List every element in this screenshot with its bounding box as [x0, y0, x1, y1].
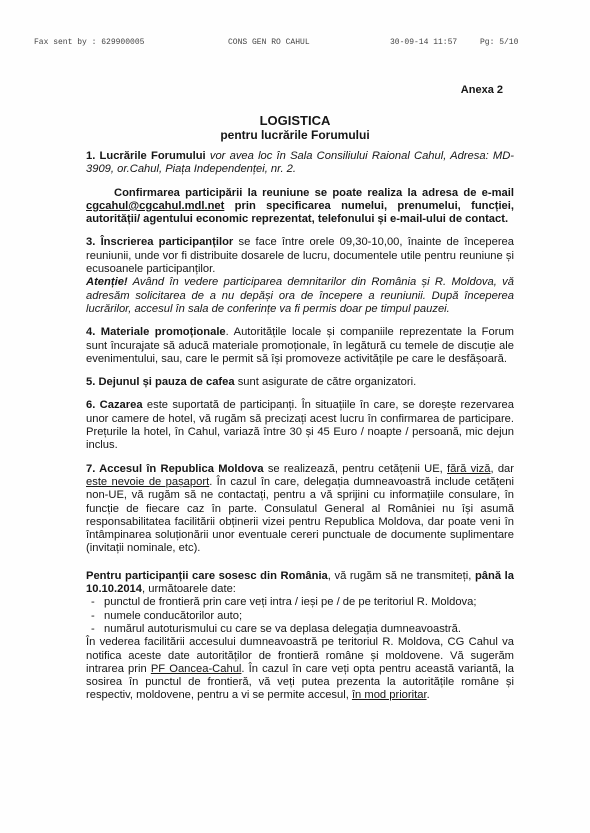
- list-item: - punctul de frontieră prin care veți intra / ieși pe / de pe teritoriul R. Moldova;: [104, 596, 514, 609]
- fax-page: Pg: 5/10: [480, 38, 519, 47]
- section-venue-lead: 1. Lucrările Forumului: [86, 150, 206, 162]
- section-accommodation: [86, 399, 514, 452]
- border-point-name: PF Oancea-Cahul: [150, 662, 242, 675]
- section-access: [86, 463, 514, 556]
- section-venue-text: vor avea loc în Sala Consiliului Raional Cahul, Adresa: MD-3909, or.Cahul, Piața Independenței, nr. 2.: [86, 150, 514, 176]
- section-access-lead: 7. Accesul în Republica Moldova: [86, 462, 264, 475]
- document-subtitle: pentru lucrările Forumului: [220, 128, 370, 142]
- border-note-text-3: .: [426, 689, 430, 702]
- section-access-text-3: . În cazul în care, delegația dumneavoastră include cetățeni non-UE, vă rugăm să ne contactați, pentru a vă sprijini cu informațiile consulare, în funcție de fiecare caz în parte. Consulatul General al României nu își asumă responsabilitatea facilitării obținerii vizei pentru Republica Moldova, dar poate veni în întâmpinarea soluționării unor eventuale cereri punctuale de documente suplimentare (invitații nominale, etc).: [86, 475, 514, 555]
- fax-station: CONS GEN RO CAHUL: [228, 38, 310, 47]
- section-access-text-1: se realizează, pentru cetățenii UE,: [263, 462, 448, 475]
- section-confirmation: [86, 187, 514, 227]
- no-visa-note: fără viză: [447, 462, 491, 475]
- fax-datetime: 30-09-14 11:57: [390, 38, 458, 47]
- romania-arrivals-text-2: , următoarele date:: [142, 583, 236, 596]
- section-promo: [86, 326, 514, 366]
- title-block: [0, 113, 590, 143]
- confirmation-lead: Confirmarea participării la reuniune se poate realiza la adresa de e-mail: [114, 186, 514, 199]
- section-venue: [86, 150, 514, 177]
- priority-note: în mod prioritar: [351, 689, 427, 702]
- confirmation-details: prin specificarea numelui, prenumelui, funcției, autorității/ agentului economic reprezentat, telefonului și e-mail-ului de contact.: [86, 199, 514, 226]
- romania-arrivals-text-1: , vă rugăm să ne transmiteți,: [327, 569, 475, 582]
- border-note-text-2: . În cazul în care veți opta pentru această variantă, la sosirea în punctul de frontieră, vă veți putea prezenta la autoritățile române și respectiv, moldovene, pentru a vi se permite accesul,: [86, 662, 514, 702]
- attention-label: Atenție!: [86, 276, 128, 289]
- section-accommodation-lead: 6. Cazarea: [86, 399, 143, 412]
- passport-note: este nevoie de pașaport: [86, 475, 210, 488]
- list-item: - numărul autoturismului cu care se va deplasa delegația dumneavoastră.: [104, 623, 514, 636]
- section-lunch-lead: 5. Dejunul și pauza de cafea: [86, 376, 235, 389]
- section-lunch: [86, 376, 514, 389]
- document-body: [86, 150, 514, 703]
- fax-sender: Fax sent by : 629900005: [34, 38, 145, 47]
- border-crossing-note: [86, 636, 514, 702]
- attention-text: Având în vedere participarea demnitarilor din România și R. Moldova, vă adresăm solicitarea de a nu depăși ora de începere a reuniunii. După începerea lucrărilor, accesul în sala de conferințe va fi permis doar pe timpul pauzei.: [86, 276, 514, 315]
- section-promo-text: . Autoritățile locale și companiile reprezentate la Forum sunt încurajate să aducă materiale promoționale, în legătură cu temele de discuție ale evenimentului, sau, care le permit să își promoveze activitățile pe care le desfășoară.: [86, 326, 514, 365]
- annex-label: Anexa 2: [460, 84, 503, 96]
- fax-header: [34, 36, 560, 48]
- section-registration-text: se face între orele 09,30-10,00, înainte de începerea reuniunii, unde vor fi distribuite dosarele de lucru, documentele utile pentru reuniune și ecusoanele participanților.: [86, 236, 514, 276]
- section-registration: [86, 236, 514, 316]
- list-item: - numele conducătorilor auto;: [104, 610, 514, 623]
- required-data-list: [86, 596, 514, 636]
- section-registration-lead: 3. Înscrierea participanților: [86, 236, 234, 249]
- deadline-date: până la 10.10.2014: [86, 569, 514, 596]
- border-note-text-1: În vederea facilitării accesului dumneavoastră pe teritoriul R. Moldova, CG Cahul va notifica aceste date autorităților de frontieră române și moldovene. Vă sugerăm intrarea prin: [86, 636, 514, 675]
- section-accommodation-text: este suportată de participanți. În situațiile în care, se dorește rezervarea unor camere de hotel, vă rugăm să precizați acest lucru în confirmarea de participare. Prețurile la hotel, în Cahul, variază între 30 și 45 Euro / noapte / persoană, mic dejun inclus.: [86, 399, 514, 452]
- romania-arrivals-lead: Pentru participanții care sosesc din România: [86, 569, 328, 582]
- document-title: LOGISTICA: [259, 113, 331, 128]
- section-promo-lead: 4. Materiale promoționale: [86, 326, 226, 339]
- section-romania-arrivals: [86, 570, 514, 703]
- contact-email-link[interactable]: cgcahul@cgcahul.mdl.net: [86, 199, 225, 212]
- section-access-text-2: , dar: [490, 462, 514, 475]
- section-lunch-text: sunt asigurate de către organizatori.: [234, 376, 417, 389]
